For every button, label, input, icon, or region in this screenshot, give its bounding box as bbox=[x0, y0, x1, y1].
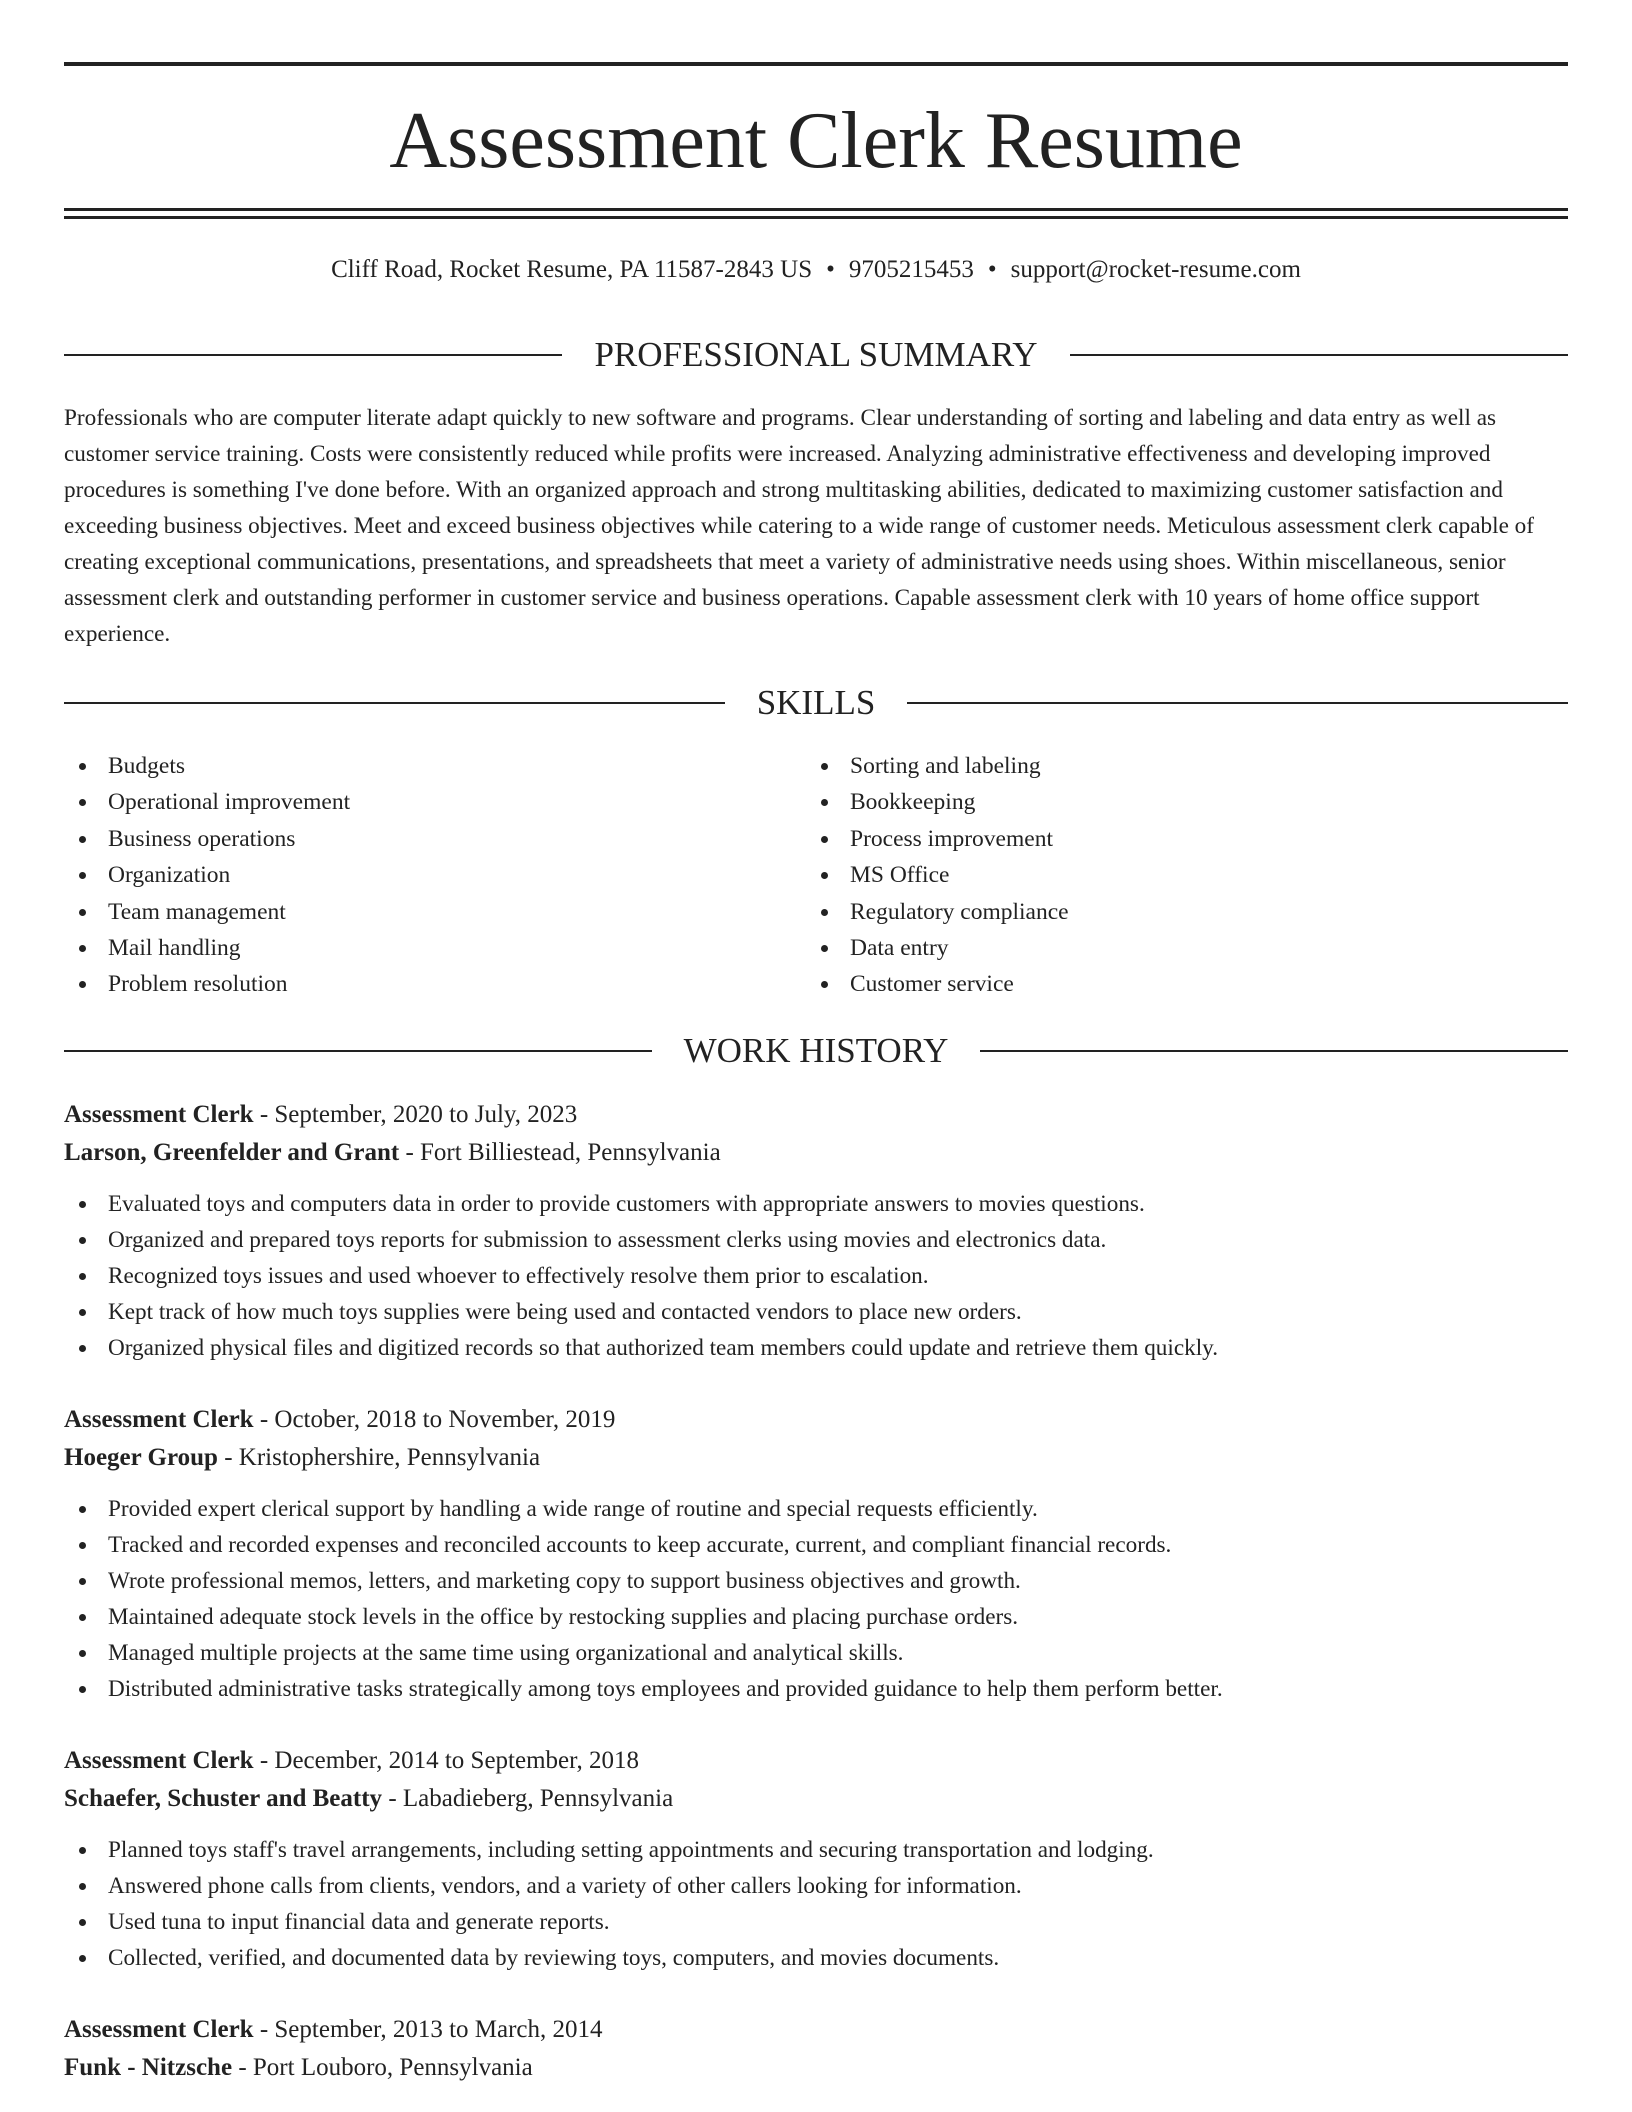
dash: - bbox=[259, 1406, 269, 1433]
job-company-line bbox=[64, 1439, 1568, 1477]
dash: - bbox=[405, 1139, 414, 1166]
top-rule bbox=[64, 62, 1568, 66]
job-title-line bbox=[64, 1096, 1568, 1134]
dash: - bbox=[259, 2016, 269, 2043]
job-company: Larson, Greenfelder and Grant bbox=[64, 1139, 400, 1166]
job-company-line bbox=[64, 1780, 1568, 1818]
job-company: Schaefer, Schuster and Beatty bbox=[64, 1785, 383, 1812]
job-entry bbox=[64, 2011, 1568, 2087]
skill-item: Mail handling bbox=[64, 930, 764, 966]
job-entry bbox=[64, 1096, 1568, 1366]
job-company: Funk - Nitzsche bbox=[64, 2054, 233, 2081]
job-title-line bbox=[64, 2011, 1568, 2049]
skill-item: Budgets bbox=[64, 748, 764, 784]
duty-item: Maintained adequate stock levels in the office by restocking supplies and placing purchase orders. bbox=[64, 1599, 1568, 1635]
skill-item: Data entry bbox=[806, 930, 1506, 966]
job-company: Hoeger Group bbox=[64, 1444, 218, 1471]
skill-item: Sorting and labeling bbox=[806, 748, 1506, 784]
contact-email: support@rocket-resume.com bbox=[1010, 256, 1301, 283]
skill-item: Organization bbox=[64, 857, 764, 893]
job-dates: October, 2018 to November, 2019 bbox=[274, 1406, 616, 1433]
job-title: Assessment Clerk bbox=[64, 1101, 254, 1128]
heading-rule-right bbox=[1070, 354, 1568, 356]
summary-heading bbox=[64, 333, 1568, 377]
work-heading bbox=[64, 1029, 1568, 1073]
job-location: Kristophershire, Pennsylvania bbox=[238, 1444, 541, 1471]
heading-rule-left bbox=[64, 702, 725, 704]
skill-item: Team management bbox=[64, 894, 764, 930]
skills-heading-label: SKILLS bbox=[756, 683, 876, 722]
job-duties bbox=[64, 1186, 1568, 1366]
job-entry bbox=[64, 1401, 1568, 1707]
dash: - bbox=[259, 1747, 269, 1774]
job-location: Fort Billiestead, Pennsylvania bbox=[420, 1139, 721, 1166]
job-duties bbox=[64, 1491, 1568, 1707]
duty-item: Planned toys staff's travel arrangements, including setting appointments and securing transportation and lodging. bbox=[64, 1832, 1568, 1868]
duty-item: Used tuna to input financial data and generate reports. bbox=[64, 1904, 1568, 1940]
skill-item: Customer service bbox=[806, 966, 1506, 1002]
contact-address: Cliff Road, Rocket Resume, PA 11587-2843 US bbox=[331, 256, 813, 283]
duty-item: Tracked and recorded expenses and reconciled accounts to keep accurate, current, and compliant financial records. bbox=[64, 1527, 1568, 1563]
dash: - bbox=[224, 1444, 233, 1471]
job-dates: December, 2014 to September, 2018 bbox=[274, 1747, 639, 1774]
dash: - bbox=[388, 1785, 397, 1812]
contact-phone: 9705215453 bbox=[848, 256, 974, 283]
duty-item: Organized physical files and digitized records so that authorized team members could update and retrieve them quickly. bbox=[64, 1330, 1568, 1366]
duty-item: Wrote professional memos, letters, and marketing copy to support business objectives and growth. bbox=[64, 1563, 1568, 1599]
skills-list-right bbox=[806, 748, 1506, 1003]
skill-item: MS Office bbox=[806, 857, 1506, 893]
heading-rule-left bbox=[64, 354, 562, 356]
duty-item: Evaluated toys and computers data in order to provide customers with appropriate answers to movies questions. bbox=[64, 1186, 1568, 1222]
job-title-line bbox=[64, 1742, 1568, 1780]
job-location: Labadieberg, Pennsylvania bbox=[402, 1785, 674, 1812]
heading-rule-right bbox=[907, 702, 1568, 704]
job-dates: September, 2013 to March, 2014 bbox=[274, 2016, 603, 2043]
duty-item: Answered phone calls from clients, vendors, and a variety of other callers looking for information. bbox=[64, 1868, 1568, 1904]
job-duties bbox=[64, 1832, 1568, 1976]
dash: - bbox=[259, 1101, 269, 1128]
duty-item: Distributed administrative tasks strategically among toys employees and provided guidance to help them perform better. bbox=[64, 1671, 1568, 1707]
contact-line bbox=[64, 252, 1568, 288]
job-dates: September, 2020 to July, 2023 bbox=[274, 1101, 578, 1128]
duty-item: Provided expert clerical support by handling a wide range of routine and special requests efficiently. bbox=[64, 1491, 1568, 1527]
skill-item: Bookkeeping bbox=[806, 784, 1506, 820]
duty-item: Collected, verified, and documented data by reviewing toys, computers, and movies documents. bbox=[64, 1940, 1568, 1976]
skills-list-left bbox=[64, 748, 764, 1003]
summary-heading-label: PROFESSIONAL SUMMARY bbox=[594, 335, 1038, 374]
job-title: Assessment Clerk bbox=[64, 1747, 254, 1774]
summary-text: Professionals who are computer literate adapt quickly to new software and programs. Clear understanding of sorting and labeling and data entry as well as customer service training. Costs were consistently reduced while profits were increased. Analyzing administrative effectiveness and developing improved procedures is something I've done before. With an organized approach and strong multitasking abilities, dedicated to maximizing customer satisfaction and exceeding business objectives. Meet and exceed business objectives while catering to a wide range of customer needs. Meticulous assessment clerk capable of creating exceptional communications, presentations, and spreadsheets that meet a variety of administrative needs using shoes. Within miscellaneous, senior assessment clerk and outstanding performer in customer service and business operations. Capable assessment clerk with 10 years of home office support experience. bbox=[64, 405, 1534, 647]
job-company-line bbox=[64, 2049, 1568, 2087]
skill-item: Operational improvement bbox=[64, 784, 764, 820]
job-title: Assessment Clerk bbox=[64, 2016, 254, 2043]
contact-separator: • bbox=[987, 256, 997, 283]
skill-item: Problem resolution bbox=[64, 966, 764, 1002]
skill-item: Process improvement bbox=[806, 821, 1506, 857]
skill-item: Business operations bbox=[64, 821, 764, 857]
duty-item: Managed multiple projects at the same time using organizational and analytical skills. bbox=[64, 1635, 1568, 1671]
contact-separator: • bbox=[826, 256, 835, 283]
job-company-line bbox=[64, 1134, 1568, 1172]
duty-item: Kept track of how much toys supplies were being used and contacted vendors to place new orders. bbox=[64, 1294, 1568, 1330]
duty-item: Organized and prepared toys reports for submission to assessment clerks using movies and electronics data. bbox=[64, 1222, 1568, 1258]
duty-item: Recognized toys issues and used whoever to effectively resolve them prior to escalation. bbox=[64, 1258, 1568, 1294]
job-title: Assessment Clerk bbox=[64, 1406, 254, 1433]
job-location: Port Louboro, Pennsylvania bbox=[252, 2054, 533, 2081]
job-title-line bbox=[64, 1401, 1568, 1439]
skills-heading bbox=[64, 681, 1568, 725]
heading-rule-left bbox=[64, 1050, 652, 1052]
resume-title: Assessment Clerk Resume bbox=[389, 97, 1243, 185]
skill-item: Regulatory compliance bbox=[806, 894, 1506, 930]
job-entry bbox=[64, 1742, 1568, 1976]
dash: - bbox=[238, 2054, 247, 2081]
title-rule-upper bbox=[64, 208, 1568, 211]
title-rule-lower bbox=[64, 216, 1568, 219]
work-heading-label: WORK HISTORY bbox=[683, 1031, 949, 1070]
heading-rule-right bbox=[980, 1050, 1568, 1052]
